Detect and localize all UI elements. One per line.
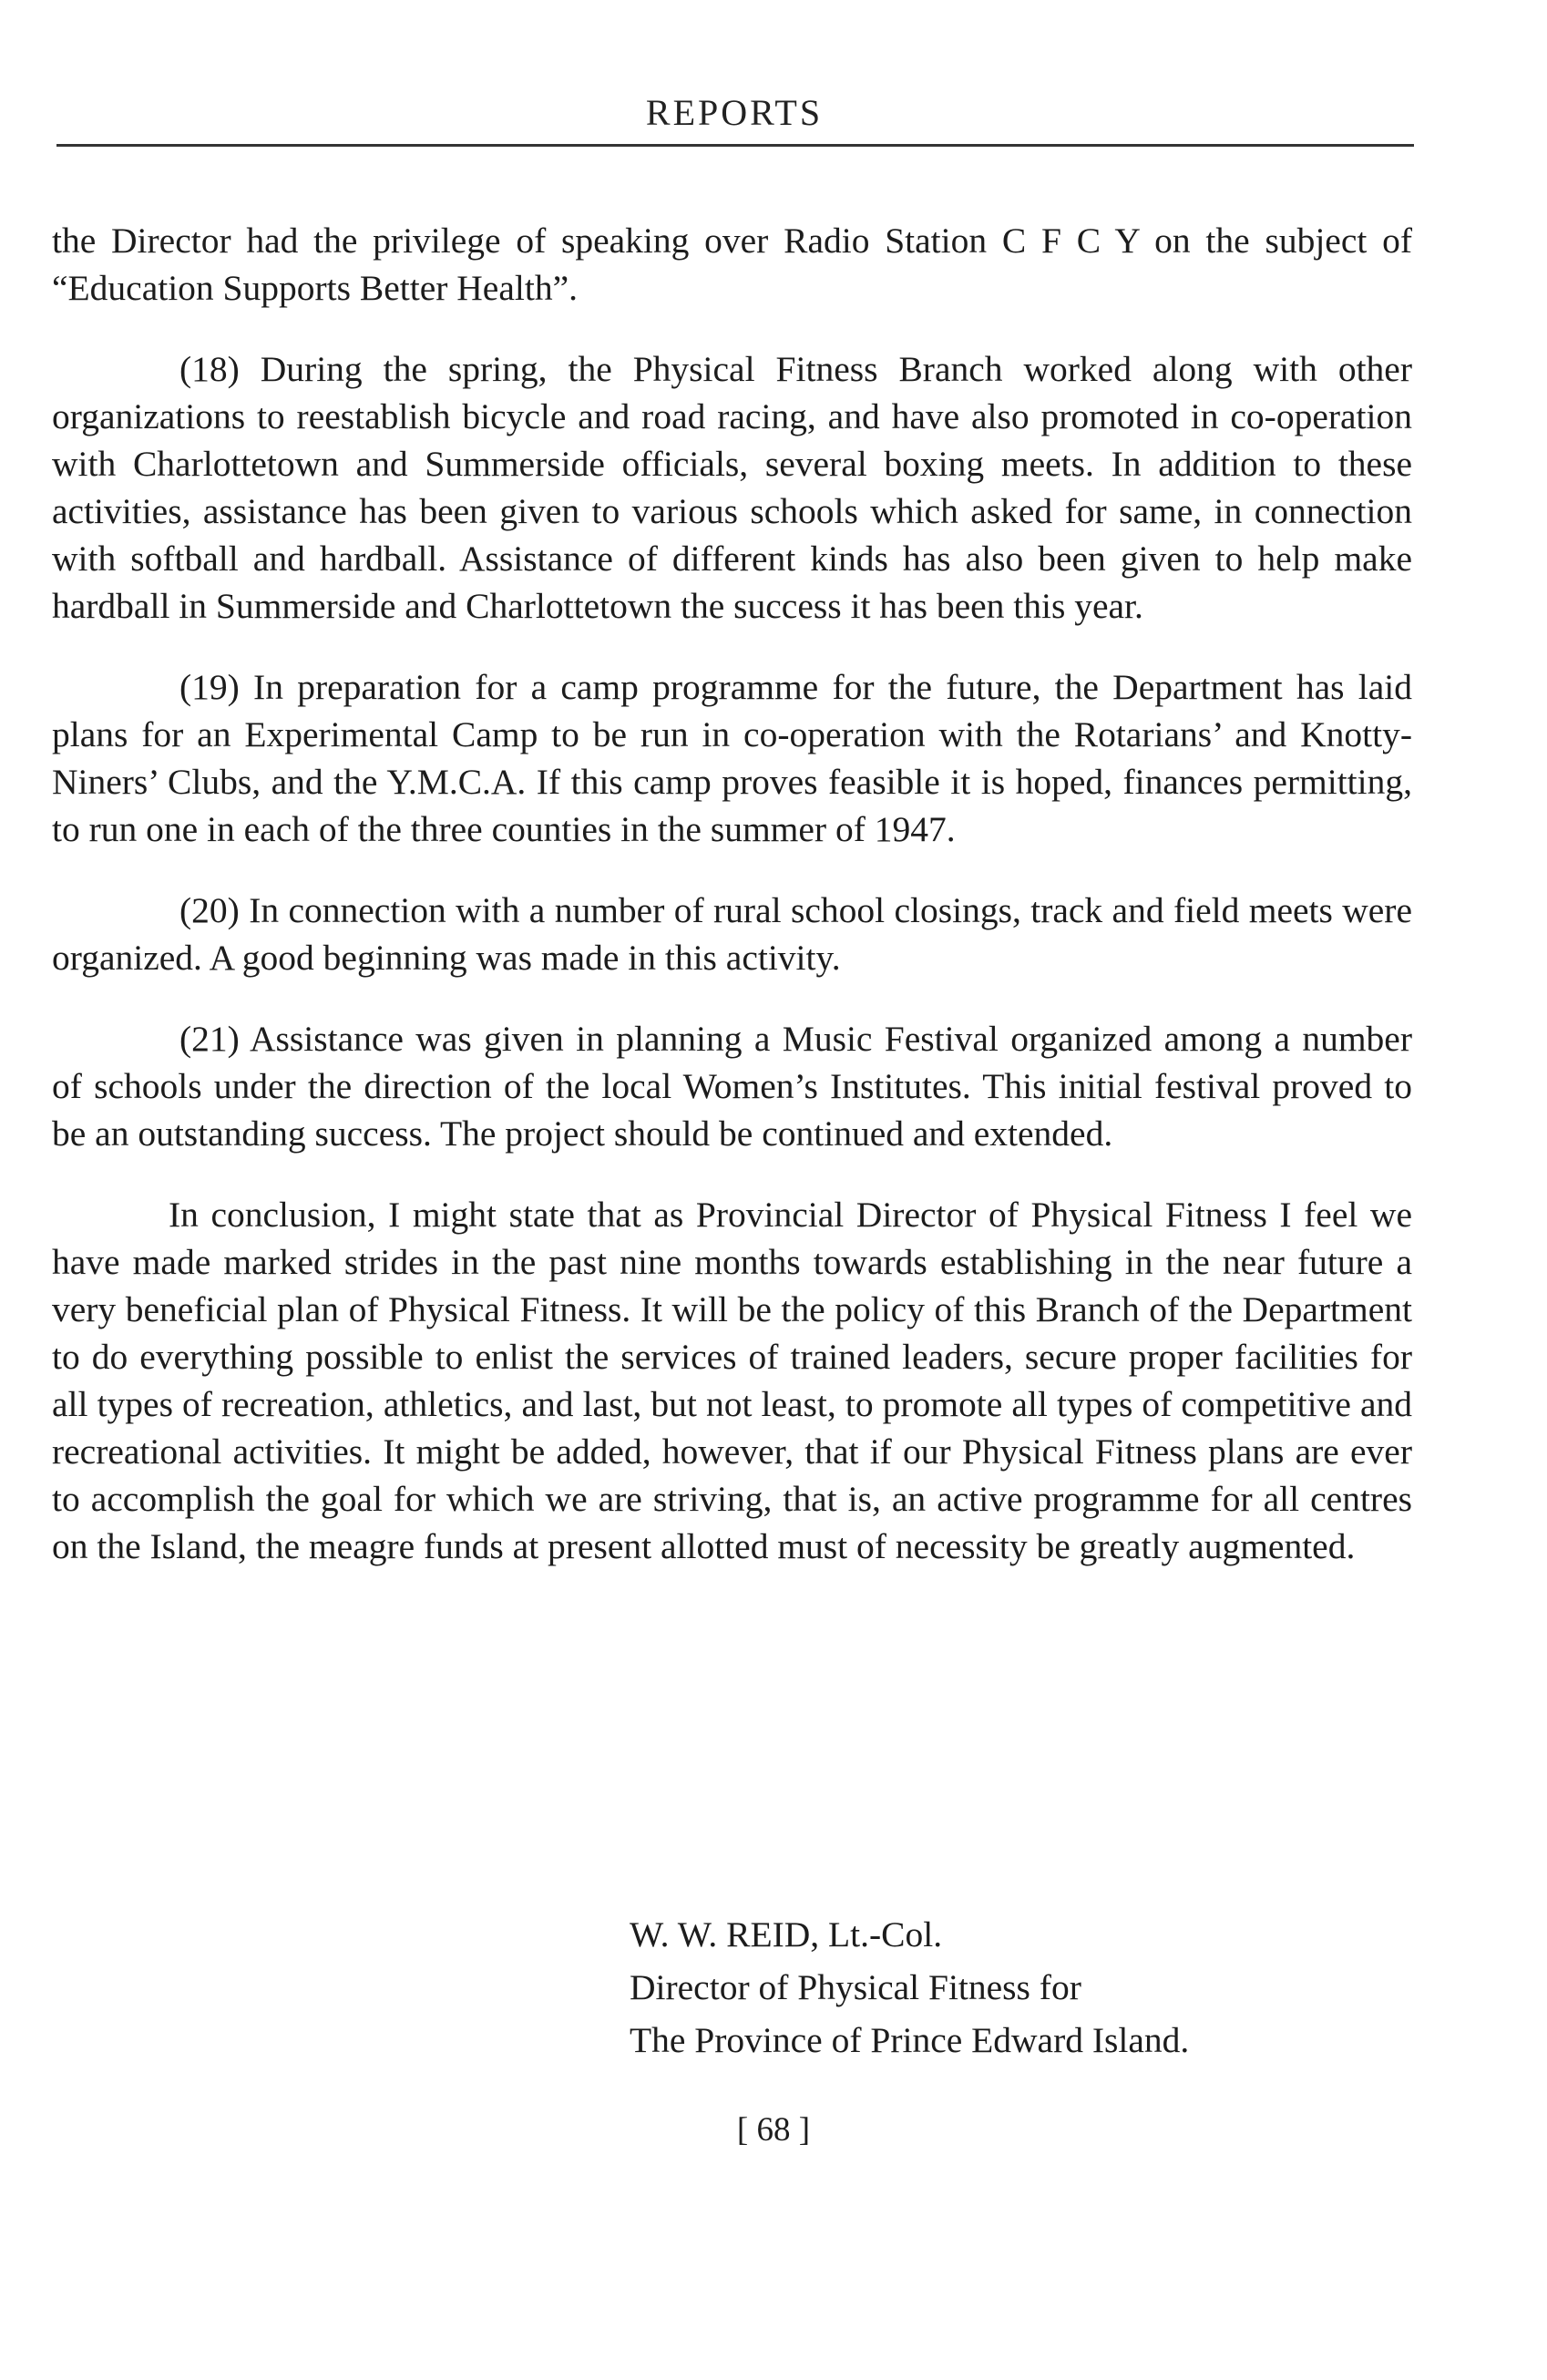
- header-rule-divider: [56, 144, 1414, 147]
- signatory-name: W. W. REID, Lt.-Col.: [630, 1914, 943, 1954]
- signatory-title-line-1: Director of Physical Fitness for: [630, 1967, 1081, 2007]
- paragraph-20: (20) In connection with a number of rural school closings, track and field meets were organized. A good beginning was made in this activity.: [52, 890, 1412, 978]
- page-number: [ 68 ]: [736, 2111, 811, 2149]
- signature-block: [630, 1908, 1189, 2067]
- paragraph-intro-continuation: the Director had the privilege of speaking over Radio Station C F C Y on the subject of “Education Supports Better Health”.: [52, 221, 1412, 308]
- paragraph-18: (18) During the spring, the Physical Fitness Branch worked along with other organizations to reestablish bicycle and road racing, and have also promoted in co-operation with Charlottetown and Summerside officials, several boxing meets. In addition to these activities, assistance has been given to various schools which asked for same, in connection with softball and hardball. Assistance of different kinds has also been given to help make hardball in Summerside and Charlottetown the success it has been this year.: [52, 349, 1412, 626]
- paragraph-conclusion: In conclusion, I might state that as Provincial Director of Physical Fitness I feel we have made marked strides in the past nine months towards establishing in the near future a very beneficial plan of Physical Fitness. It will be the policy of this Branch of the Department to do everything possible to enlist the services of trained leaders, secure proper facilities for all types of recreation, athletics, and last, but not least, to promote all types of competitive and recreational activities. It might be added, however, that if our Physical Fitness plans are ever to accomplish the goal for which we are striving, that is, an active programme for all centres on the Island, the meagre funds at present allotted must of necessity be greatly augmented.: [52, 1195, 1412, 1566]
- paragraph-21: (21) Assistance was given in planning a Music Festival organized among a number of schools under the direction of the local Women’s Institutes. This initial festival proved to be an outstanding success. The project should be continued and extended.: [52, 1019, 1412, 1154]
- signatory-title-line-2: The Province of Prince Edward Island.: [630, 2020, 1190, 2060]
- running-head-title: REPORTS: [645, 92, 824, 133]
- paragraph-19: (19) In preparation for a camp programme for the future, the Department has laid plans for an Experimental Camp to be run in co-operation with the Rotarians’ and Knotty-Niners’ Clubs, and the Y.M.C.A. If this camp proves feasible it is hoped, finances permitting, to run one in each of the three counties in the summer of 1947.: [52, 667, 1412, 849]
- report-body: [52, 217, 1412, 1604]
